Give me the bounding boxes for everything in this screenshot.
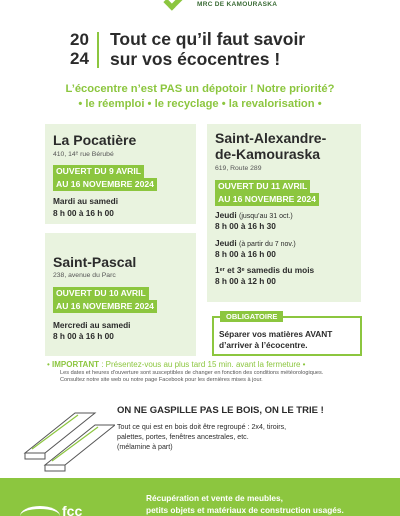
disclaimer-line1: Les dates et heures d’ouverture sont susceptibles de changer en fonction des conditions météorologiques. <box>60 370 324 376</box>
open-dates-line1: OUVERT DU 11 AVRIL <box>215 180 310 193</box>
card-la-pocatiere <box>45 124 196 224</box>
obligatoire-badge: OBLIGATOIRE <box>220 311 283 322</box>
page-title-line2: sur vos écocentres ! <box>110 49 281 69</box>
schedule-days: Mercredi au samedi <box>53 320 131 330</box>
disclaimer-line2: Consultez notre site web ou notre page Facebook pour les dernières mises à jour. <box>60 377 263 383</box>
location-name: Saint-Pascal <box>53 254 137 270</box>
open-dates-line2: AU 16 NOVEMBRE 2024 <box>215 193 319 206</box>
obligatoire-text: Séparer vos matières AVANT d’arriver à l’écocentre. <box>219 329 333 350</box>
schedule-2-day: Jeudi (à partir du 7 nov.) <box>215 238 296 248</box>
location-address: 238, avenue du Parc <box>53 272 116 279</box>
location-address: 410, 14ᵉ rue Bérubé <box>53 151 114 158</box>
location-name: La Pocatière <box>53 132 137 148</box>
schedule-2-hours: 8 h 00 à 16 h 00 <box>215 249 276 259</box>
open-dates-line2: AU 16 NOVEMBRE 2024 <box>53 300 157 313</box>
open-dates-line1: OUVERT DU 10 AVRIL <box>53 287 149 300</box>
year-divider <box>97 32 99 68</box>
footer-text: Récupération et vente de meubles, petits objets et matériaux de construction usagés. <box>146 493 344 515</box>
intro-line1: L’écocentre n’est PAS un dépotoir ! Notre priorité? <box>65 83 335 95</box>
card-saint-pascal <box>45 233 196 356</box>
schedule-days: Mardi au samedi <box>53 196 119 206</box>
schedule-1-day: Jeudi (jusqu’au 31 oct.) <box>215 210 293 220</box>
schedule-3-hours: 8 h 00 à 12 h 00 <box>215 276 276 286</box>
important-notice: • IMPORTANT : Présentez-vous au plus tard 15 min. avant la fermeture • <box>47 360 306 369</box>
open-dates-line2: AU 16 NOVEMBRE 2024 <box>53 178 157 191</box>
schedule-hours: 8 h 00 à 16 h 00 <box>53 208 114 218</box>
wood-title: ON NE GASPILLE PAS LE BOIS, ON LE TRIE ! <box>117 405 324 416</box>
schedule-hours: 8 h 00 à 16 h 00 <box>53 331 114 341</box>
page-title-line1: Tout ce qu’il faut savoir <box>110 29 306 49</box>
location-name-line1: Saint-Alexandre- <box>215 130 327 146</box>
schedule-3-day: 1er et 3e samedis du mois <box>215 265 315 275</box>
open-dates-line1: OUVERT DU 9 AVRIL <box>53 165 144 178</box>
schedule-1-hours: 8 h 00 à 16 h 30 <box>215 221 276 231</box>
intro-line2: • le réemploi • le recyclage • la revalorisation • <box>78 98 322 110</box>
year-top: 20 <box>70 30 89 49</box>
fcc-logo-text: fcc <box>62 503 83 516</box>
org-name: MRC DE KAMOURASKA <box>197 1 278 8</box>
location-address: 619, Route 289 <box>215 165 262 172</box>
card-saint-alexandre <box>207 124 361 302</box>
wood-text: Tout ce qui est en bois doit être regroupé : 2x4, tiroirs, palettes, portes, fenêtres ancestrales, etc. (mélamine à part) <box>117 423 287 451</box>
wood-planks-icon <box>20 395 115 475</box>
location-name-line2: de-Kamouraska <box>215 146 321 162</box>
year-bottom: 24 <box>70 49 89 68</box>
